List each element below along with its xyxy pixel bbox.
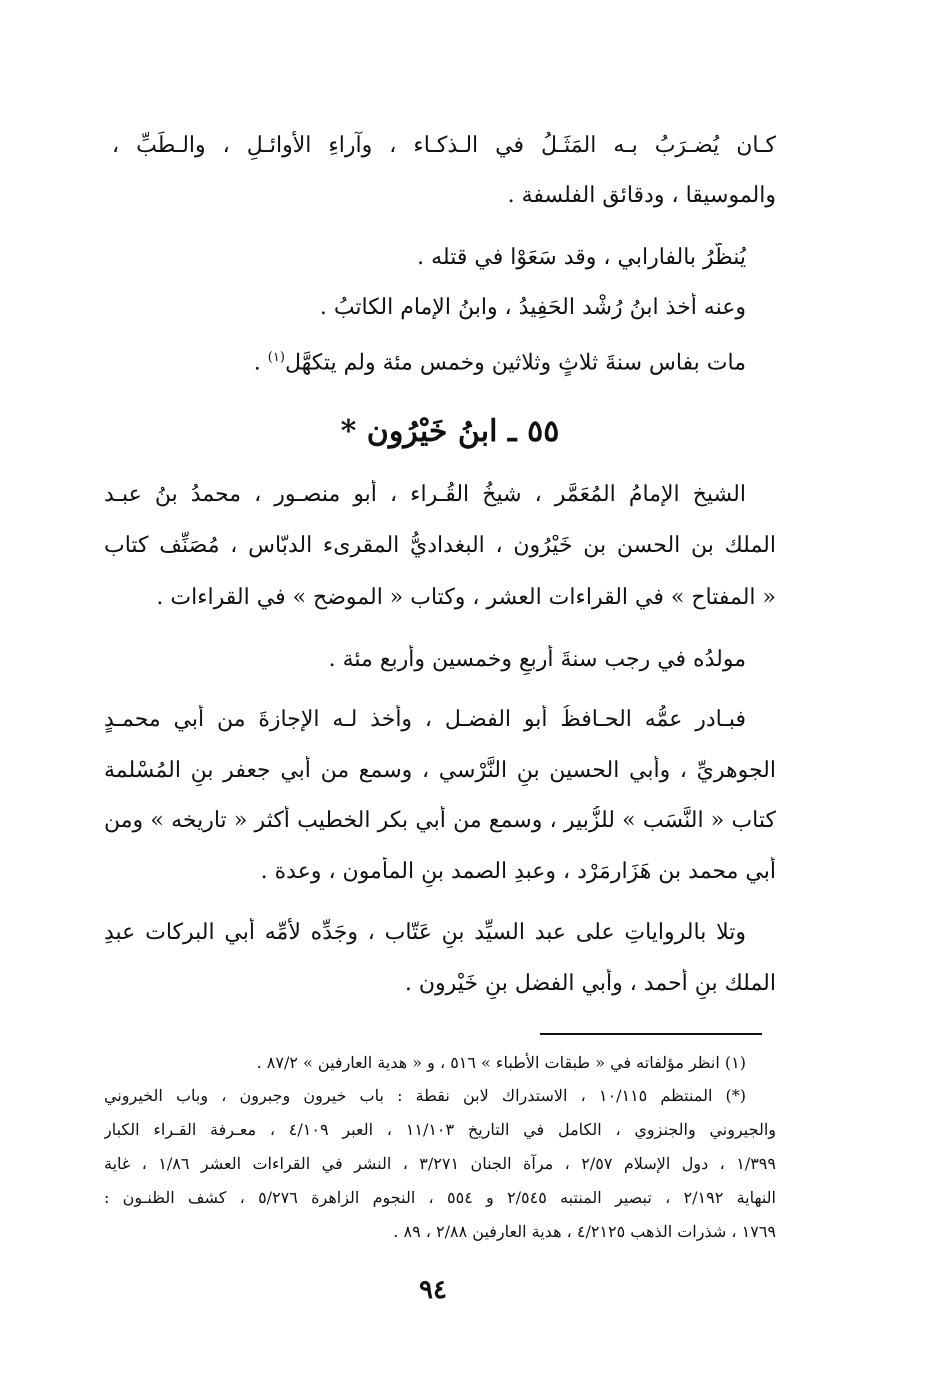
footnote-separator [540,1033,762,1035]
entry-para3-line-4: أبي محمد بن هَزَارمَرْد ، وعبدِ الصمد بنِ المأمون ، وعدة . [260,859,776,884]
intro-line-2: والموسيقا ، ودقائق الفلسفة . [507,183,776,208]
footnote-star-line-5: ١٧٦٩ ، شذرات الذهب ٤/٢١٢٥ ، هدية العارفين ٢/٨٨ ، ٨٩ . [393,1222,776,1241]
intro-paragraph-4 [150,343,746,378]
entry-para3-line-2: الجوهريِّ ، وأبي الحسين بنِ النَّرْسي ، وسمع من أبي جعفر بنِ المُسْلمة [104,758,776,783]
entry-para1-line-3: « المفتاح » في القراءات العشر ، وكتاب « الموضح » في القراءات . [156,585,776,610]
entry-para3-line-1: فبـادر عمُّه الحـافظُ أبو الفضـل ، وأخذ لـه الإجازةَ من أبي محمـدٍ [104,707,746,732]
page-number: ٩٤ [419,1275,447,1305]
footnote-star-line-2: والجيروني والجنزوي ، الكامل في التاريخ ١١/١٠٣ ، العبر ٤/١٠٩ ، معـرفة القـراء الكبار [104,1120,776,1139]
entry-para1-line-1: الشيخ الإمامُ المُعَمَّر ، شيخُ القُـراء ، أبو منصـور ، محمدُ بنُ عبـد [104,482,746,507]
entry-para4-line-1: وتلا بالرواياتِ على عبد السيِّد بنِ عَتّاب ، وجَدِّه لأُمِّه أبي البركات عبدِ [104,920,746,945]
intro-paragraph-3: وعنه أخذ ابنُ رُشْد الحَفِيدُ ، وابنُ الإمام الكاتبُ . [319,295,746,320]
footnote-1: (١) انظر مؤلفاته في « طبقات الأطباء » ٥١٦ ، و « هدية العارفين » ٨٧/٢ . [256,1053,746,1072]
intro-line-1: كـان يُضـرَبُ بـه المَثَـلُ في الـذكـاء ، وآراءِ الأوائـلِ ، والـطِّبِّ ، [112,133,776,158]
death-sentence: مات بفاس سنةَ ثلاثٍ وثلاثين وخمس مئة ولم يتكهَّل [284,350,746,376]
entry-title: ٥٥ ـ ابنُ خَيْرُون * [340,414,560,449]
death-sentence-end: . [253,350,268,376]
footnote-star-line-4: النهاية ٢/١٩٢ ، تبصير المنتبه ٢/٥٤٥ و ٥٥٤ ، النجوم الزاهرة ٥/٢٧٦ ، كشف الظنـون : [104,1188,776,1207]
footnote-star-line-3: ١/٣٩٩ ، دول الإسلام ٢/٥٧ ، مرآة الجنان ٣/٢٧١ ، النشر في القراءات العشر ١/٨٦ ، غاية [104,1154,776,1173]
entry-para1-line-2: الملك بن الحسن بن خَيْرُون ، البغداديُّ المقرىء الدبّاس ، مُصَنِّف كتاب [104,533,776,558]
entry-paragraph-2: مولدُه في رجب سنةَ أربعٍ وخمسين وأربع مئة . [328,647,746,672]
entry-para4-line-2: الملك بنِ أحمد ، وأبي الفضل بنِ خَيْرون . [404,971,776,996]
footnote-star-line-1: (*) المنتظم ١٠/١١٥ ، الاستدراك لابن نقطة : باب خيرون وجبرون ، وباب الخيروني [104,1086,746,1105]
entry-para3-line-3: كتاب « النَّسَب » للزُّبير ، وسمع من أبي بكر الخطيب أكثر « تاريخه » ومن [104,808,776,833]
intro-paragraph-2: يُنظَّرُ بالفارابي ، وقد سَعَوْا في قتله . [417,245,746,270]
footnote-ref-1: (١) [267,350,285,365]
